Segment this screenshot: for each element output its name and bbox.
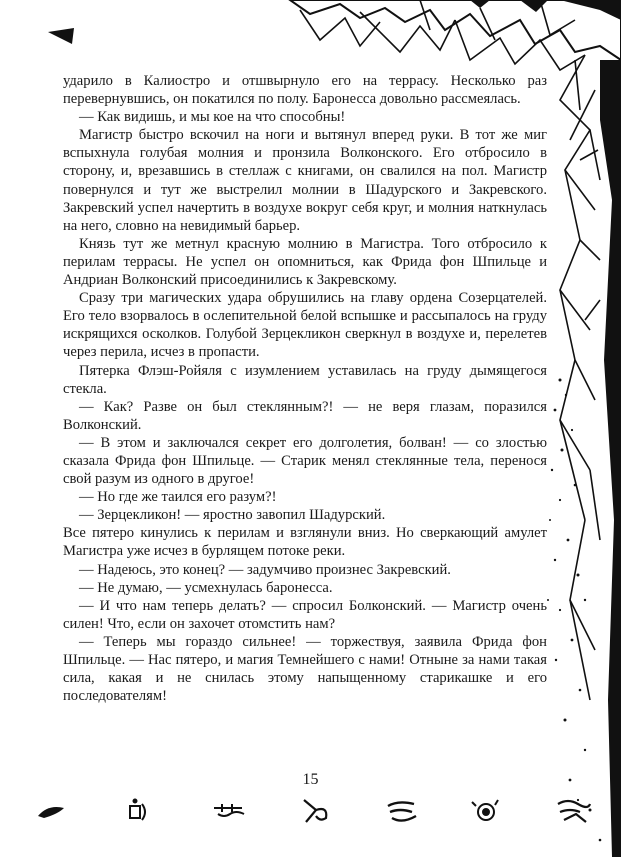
paragraph: Все пятеро кинулись к перилам и взглянули вниз. Но сверкающий амулет Магистра уже исчез в бурлящем потоке реки. (63, 525, 547, 560)
paragraph: Сразу три магических удара обрушились на главу ордена Созерцателей. Его тело взорвалось в ослепительной белой вспышке и рассыпалось на груду искрящихся осколков. Голубой Зерцекликон сверкнул в воздухе и, перелетев через перила, исчез в пропасти. (63, 290, 547, 361)
body-text (63, 72, 547, 705)
glyph-6-icon (468, 796, 504, 826)
paragraph: — Как? Разве он был стеклянным?! — не веря глазам, поразился Волконский. (63, 398, 547, 433)
paragraph: Князь тут же метнул красную молнию в Магистра. Того отбросило к перилам террасы. Не успел он опомниться, как Фрида фон Шпильце и Андриан Волконский присоединились к Закревскому. (63, 235, 547, 289)
paragraph: Пятерка Флэш-Ройяля с изумлением уставилась на груду дымящегося стекла. (63, 362, 547, 397)
paragraph: — Но где же таился его разум?! (79, 489, 277, 506)
paragraph: — Зерцекликон! — яростно завопил Шадурский. (79, 507, 386, 524)
paragraph: ударило в Калиостро и отшвырнуло его на террасу. Несколько раз перевернувшись, он покатился по полу. Баронесса довольно рассмеялась. (63, 73, 547, 108)
glyph-2-icon (118, 796, 154, 826)
glyph-7-icon (556, 796, 592, 826)
glyph-5-icon (384, 796, 420, 826)
paragraph: — В этом и заключался секрет его долголетия, болван! — со злостью сказала Фрида фон Шпильце. — Старик менял стеклянные тела, перенося свой разум из одного в другое! (63, 434, 547, 488)
glyph-1-icon (34, 796, 70, 826)
paragraph: Магистр быстро вскочил на ноги и вытянул вперед руки. В тот же миг вспыхнула голубая молния и пронзила Волконского. Его отбросило в сторону, и, врезавшись в стеллаж с книгами, он свалился на пол. Магистр повернулся и тут же выстрелил молнии в Шадурского и Закревского. Закревский успел начертить в воздухе вокруг себя круг, и молния наткнулась на него, словно на невидимый барьер. (63, 127, 547, 234)
paragraph: — И что нам теперь делать? — спросил Болконский. — Магистр очень силен! Что, если он захочет отомстить нам? (63, 597, 547, 632)
paragraph: — Не думаю, — усмехнулась баронесса. (79, 579, 333, 596)
paragraph: — Теперь мы гораздо сильнее! — торжествуя, заявила Фрида фон Шпильце. — Нас пятеро, и магия Темнейшего с нами! Отныне за нами такая сила, какая и не снилась этому напыщенному старикашке и его последователям! (63, 633, 547, 705)
paragraph: — Надеюсь, это конец? — задумчиво произнес Закревский. (79, 561, 451, 578)
paragraph: — Как видишь, и мы кое на что способны! (79, 109, 346, 126)
glyph-3-icon (212, 796, 248, 826)
glyph-4-icon (298, 796, 334, 826)
page-number: 15 (302, 771, 319, 788)
